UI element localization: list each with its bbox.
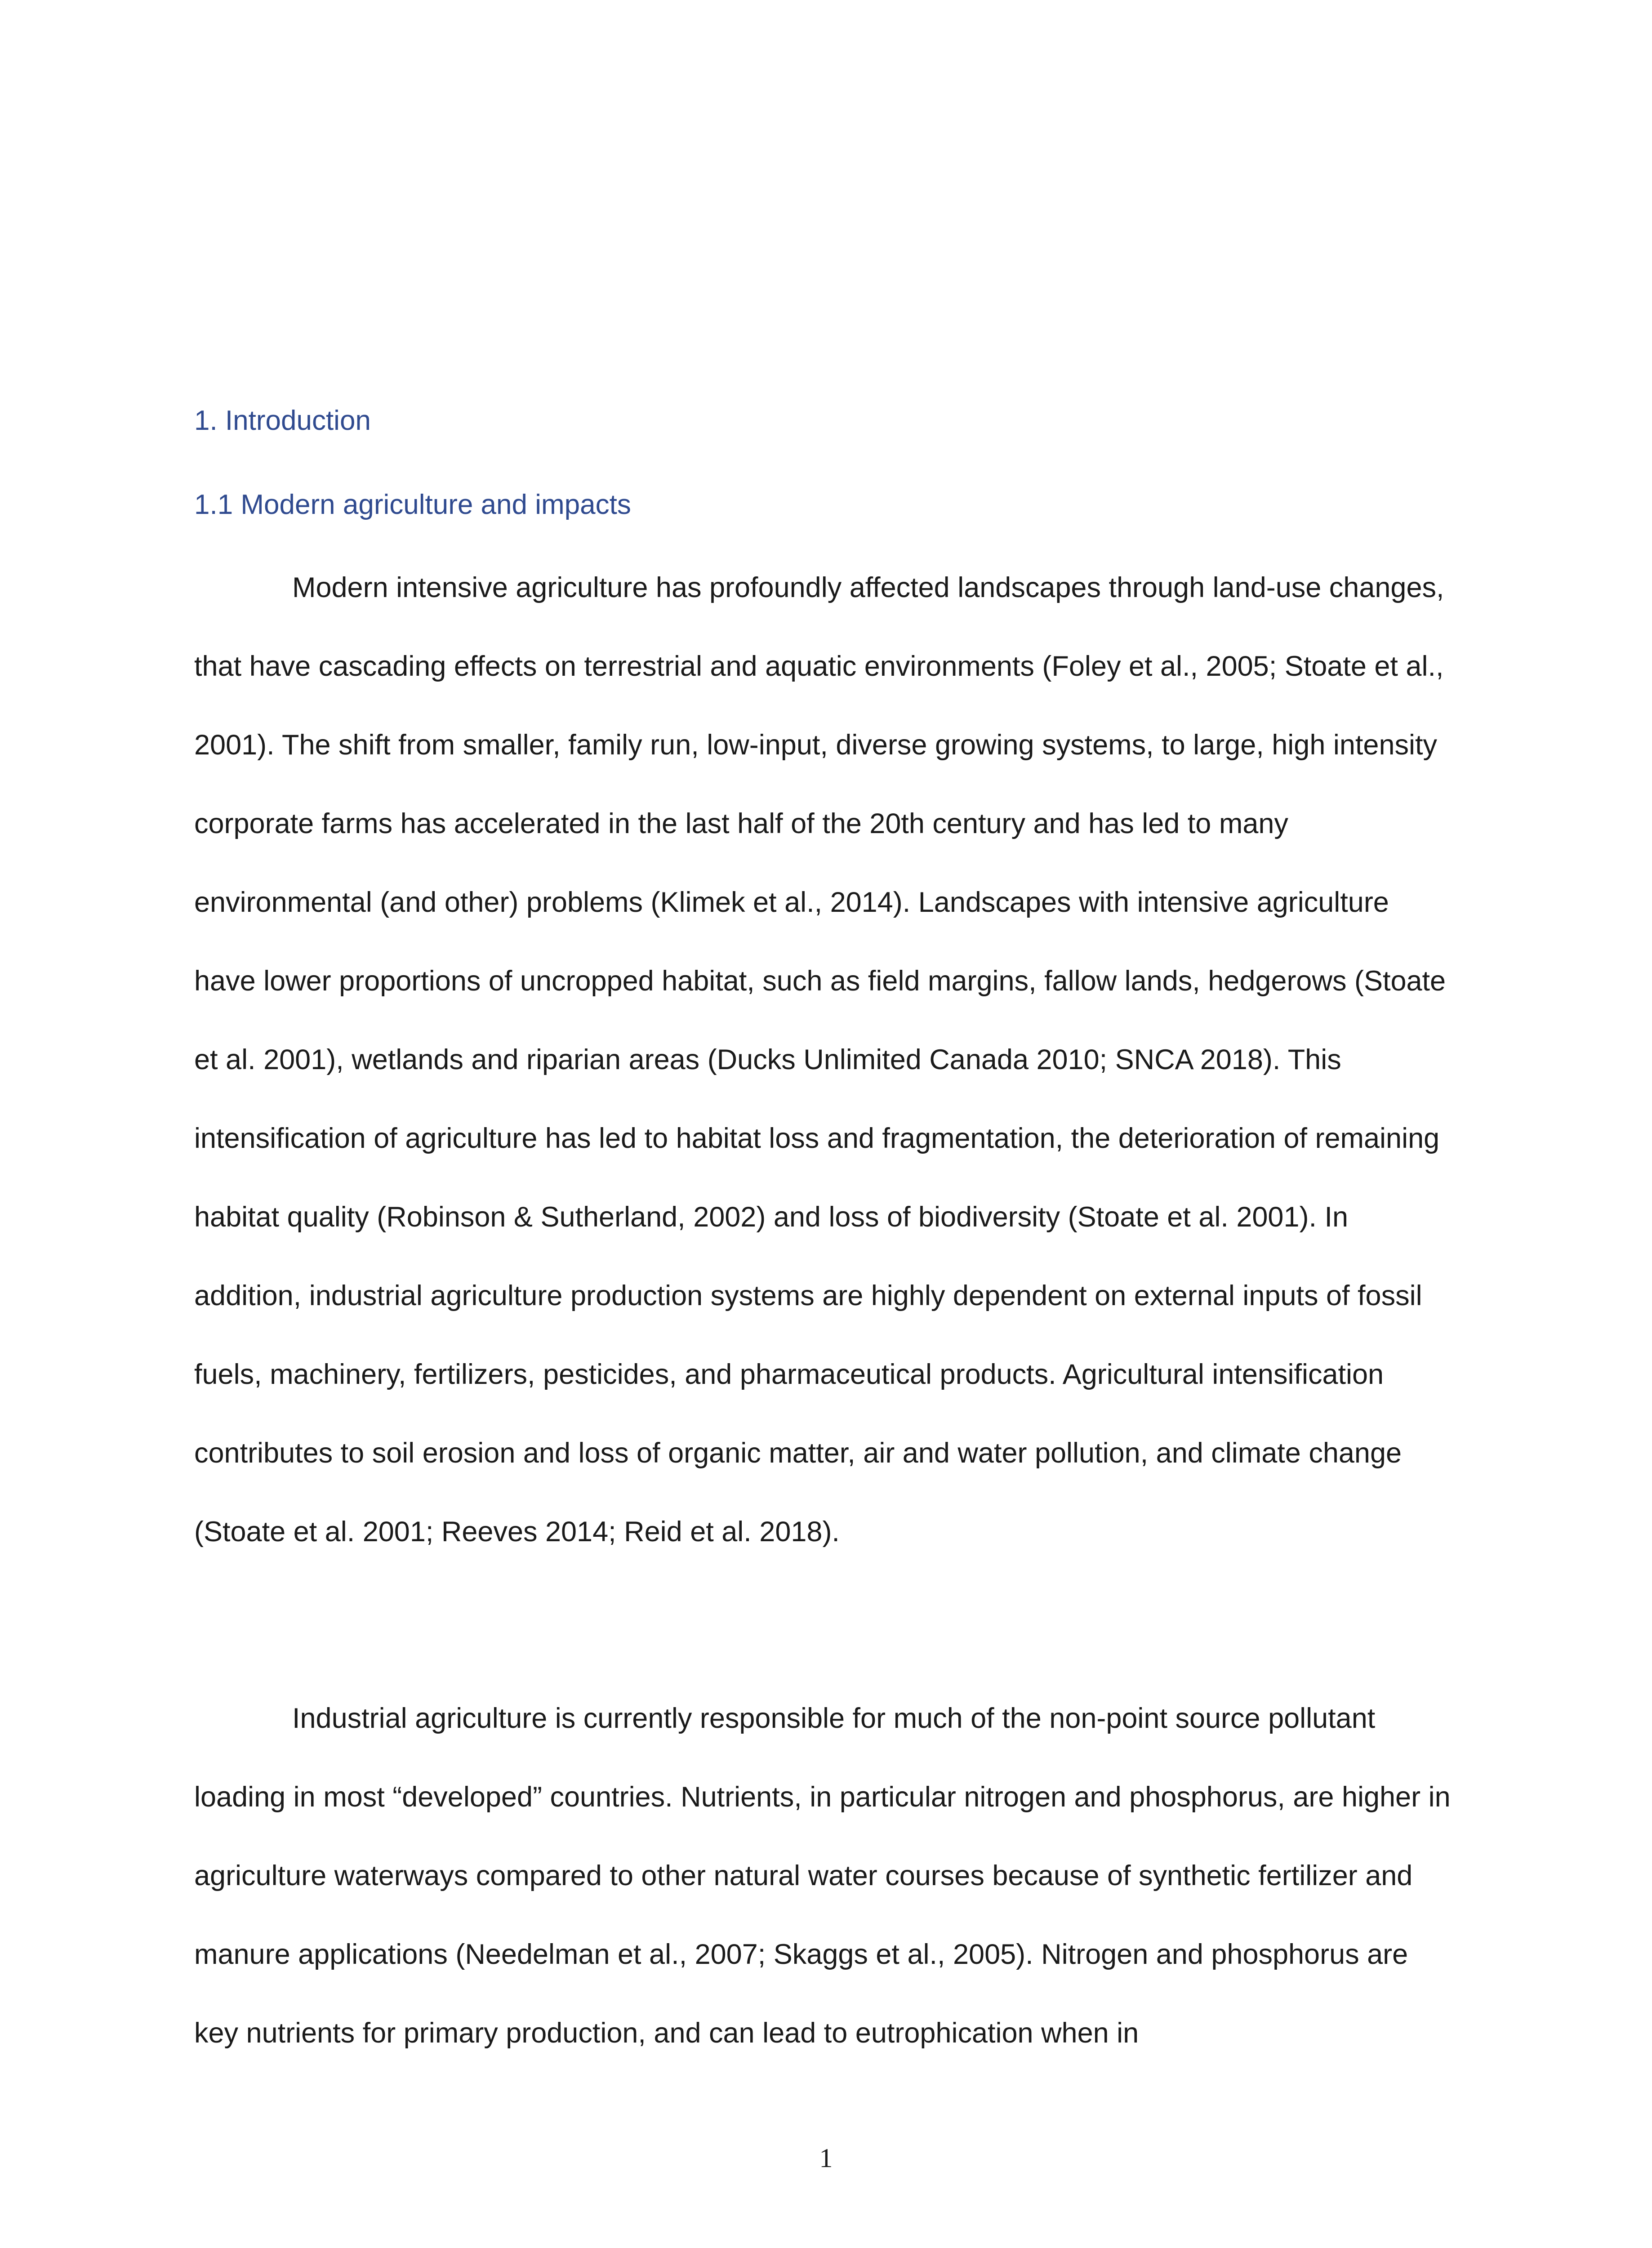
paragraph-text: Modern intensive agriculture has profoundly affected landscapes through land-use changes, that have cascading effects on terrestrial and aquatic environments (Foley et al., 2005; Stoate et al., 2001). The shift from smaller, family run, low-input, diverse growing systems, to large, high intensity corporate farms has accelerated in the last half of the 20th century and has led to many environmental (and other) problems (Klimek et al., 2014). Landscapes with intensive agriculture have lower proportions of uncropped habitat, such as field margins, fallow lands, hedgerows (Stoate et al. 2001), wetlands and riparian areas (Ducks Unlimited Canada 2010; SNCA 2018). This intensification of agriculture has led to habitat loss and fragmentation, the deterioration of remaining habitat quality (Robinson & Sutherland, 2002) and loss of biodiversity (Stoate et al. 2001). In addition, industrial agriculture production systems are highly dependent on external inputs of fossil fuels, machinery, fertilizers, pesticides, and pharmaceutical products. Agricultural intensification contributes to soil erosion and loss of organic matter, air and water pollution, and climate change (Stoate et al. 2001; Reeves 2014; Reid et al. 2018). <box>194 572 1446 1548</box>
body-paragraph-1 <box>194 549 1453 1571</box>
section-heading: 1. Introduction <box>194 405 371 436</box>
paragraph-text: Industrial agriculture is currently responsible for much of the non-point source pollutant loading in most “developed” countries. Nutrients, in particular nitrogen and phosphorus, are higher in agriculture waterways compared to other natural water courses because of synthetic fertilizer and manure applications (Needelman et al., 2007; Skaggs et al., 2005). Nitrogen and phosphorus are key nutrients for primary production, and can lead to eutrophication when in <box>194 1703 1451 2049</box>
page-number: 1 <box>819 2143 833 2173</box>
subsection-heading: 1.1 Modern agriculture and impacts <box>194 489 631 520</box>
body-paragraph-2 <box>194 1679 1453 2073</box>
